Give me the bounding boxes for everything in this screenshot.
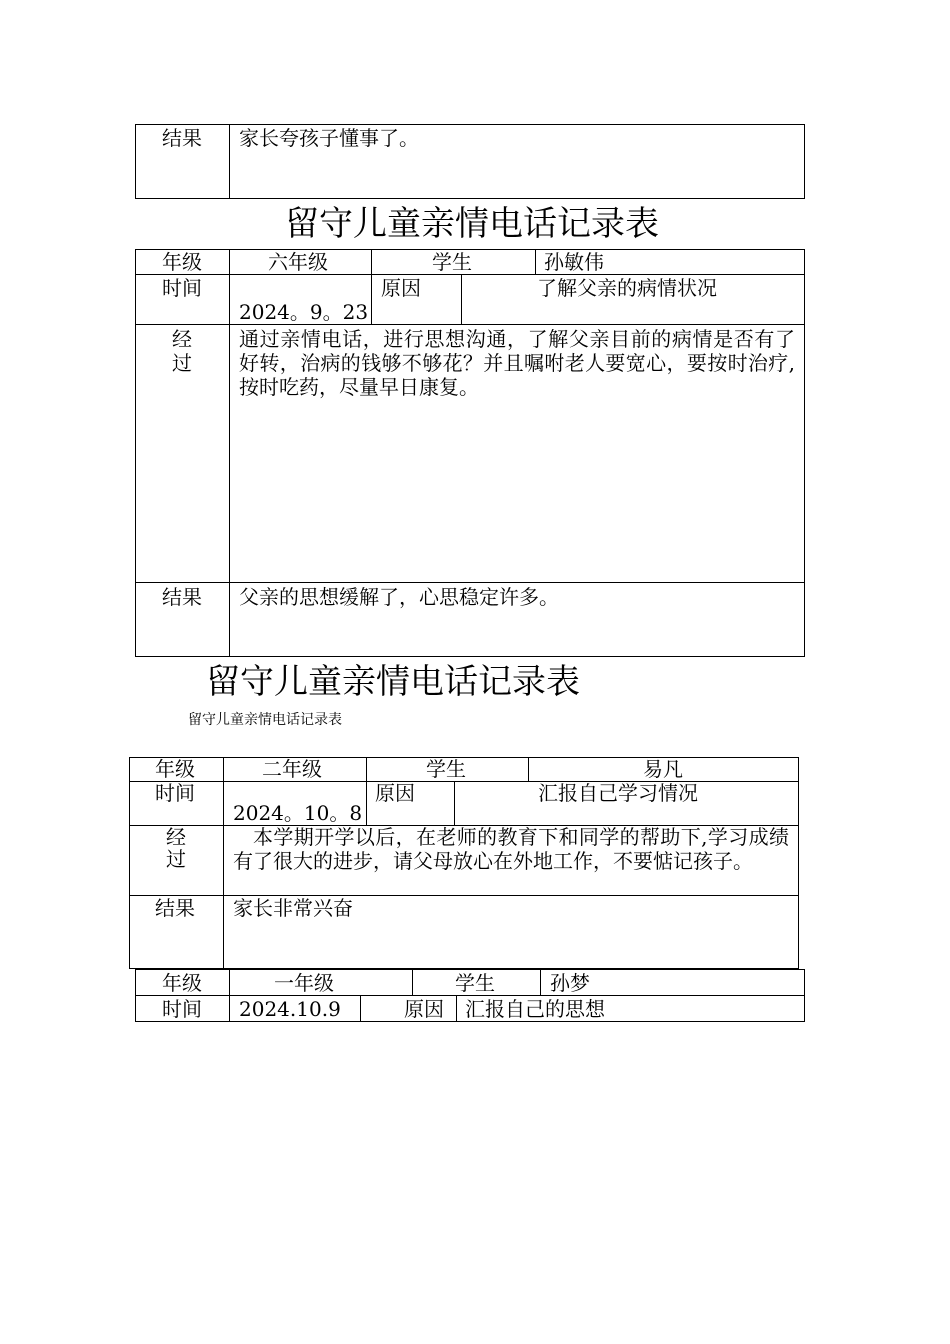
table4-col-line-d xyxy=(456,995,457,1022)
table2-student-value: 孙敏伟 xyxy=(544,250,604,274)
table4-grade-label: 年级 xyxy=(162,971,202,995)
table3-grade-value: 二年级 xyxy=(262,757,322,781)
table3-reason-label: 原因 xyxy=(375,781,415,805)
table2-grade-value: 六年级 xyxy=(268,250,328,274)
table4-col-line-main xyxy=(229,969,230,1022)
table3-subtitle: 留守儿童亲情电话记录表 xyxy=(188,712,342,728)
table2-process-value: 通过亲情电话，进行思想沟通，了解父亲目前的病情是否有了好转，治病的钱够不够花？并且嘱咐老人要宽心，要按时治疗,按时吃药，尽量早日康复。 xyxy=(239,327,795,399)
table4-row-line-1 xyxy=(135,995,805,996)
table3-result-value: 家长非常兴奋 xyxy=(233,896,353,920)
table2-time-label: 时间 xyxy=(162,276,202,300)
table2-reason-label: 原因 xyxy=(381,276,421,300)
table4-student-label: 学生 xyxy=(455,971,495,995)
table2-grade-label: 年级 xyxy=(162,250,202,274)
table2-row-line-3 xyxy=(135,582,805,583)
table3-student-value: 易凡 xyxy=(643,757,683,781)
table3-process-value: 本学期开学以后，在老师的教育下和同学的帮助下,学习成绩有了很大的进步，请父母放心在外地工作，不要惦记孩子。 xyxy=(233,825,789,873)
table2-student-label: 学生 xyxy=(432,250,472,274)
table1-result-value: 家长夸孩子懂事了。 xyxy=(239,126,419,150)
table2-title: 留守儿童亲情电话记录表 xyxy=(285,204,659,244)
table2-process-label-1: 经 xyxy=(172,327,192,351)
table3-grade-label: 年级 xyxy=(155,757,195,781)
table3-time-value: 2024。10。8 xyxy=(233,801,363,825)
table2-result-label: 结果 xyxy=(162,585,202,609)
table3-time-label: 时间 xyxy=(155,781,195,805)
table1-result-row xyxy=(135,124,805,199)
table2-row-line-2 xyxy=(135,324,805,325)
table3-result-label: 结果 xyxy=(155,896,195,920)
table3-process-label-1: 经 xyxy=(166,825,186,849)
table3-col-line-c xyxy=(454,781,455,825)
table3-col-line-main xyxy=(223,757,224,969)
table3-title: 留守儿童亲情电话记录表 xyxy=(206,662,580,702)
table4-reason-label: 原因 xyxy=(404,997,444,1021)
table4-time-label: 时间 xyxy=(162,997,202,1021)
table4-time-value: 2024.10.9 xyxy=(239,997,341,1021)
table2-col-line-a xyxy=(371,249,372,324)
table2-process-label-2: 过 xyxy=(172,351,192,375)
table1-divider xyxy=(229,124,230,199)
table2-col-line-b xyxy=(535,249,536,274)
table1-result-label: 结果 xyxy=(162,126,202,150)
table4-student-value: 孙梦 xyxy=(550,971,590,995)
table4-col-line-c xyxy=(360,995,361,1022)
table2-reason-value: 了解父亲的病情状况 xyxy=(537,276,717,300)
table4-grade-value: 一年级 xyxy=(274,971,334,995)
table2-col-line-main xyxy=(229,249,230,657)
table3-row-line-1 xyxy=(129,781,799,782)
table2-result-value: 父亲的思想缓解了，心思稳定许多。 xyxy=(239,585,559,609)
table2-time-value: 2024。9。23 xyxy=(239,300,369,324)
table4-reason-value: 汇报自己的思想 xyxy=(465,997,605,1021)
table2-col-line-c xyxy=(461,274,462,324)
table3-reason-value: 汇报自己学习情况 xyxy=(538,781,698,805)
table3-row-line-3 xyxy=(129,895,799,896)
table3-col-line-a xyxy=(366,757,367,825)
table3-col-line-b xyxy=(528,757,529,781)
table3-process-label-2: 过 xyxy=(166,847,186,871)
table4-col-line-a xyxy=(412,969,413,995)
table2-row-line-1 xyxy=(135,274,805,275)
table4-col-line-b xyxy=(540,969,541,995)
table3-student-label: 学生 xyxy=(426,757,466,781)
